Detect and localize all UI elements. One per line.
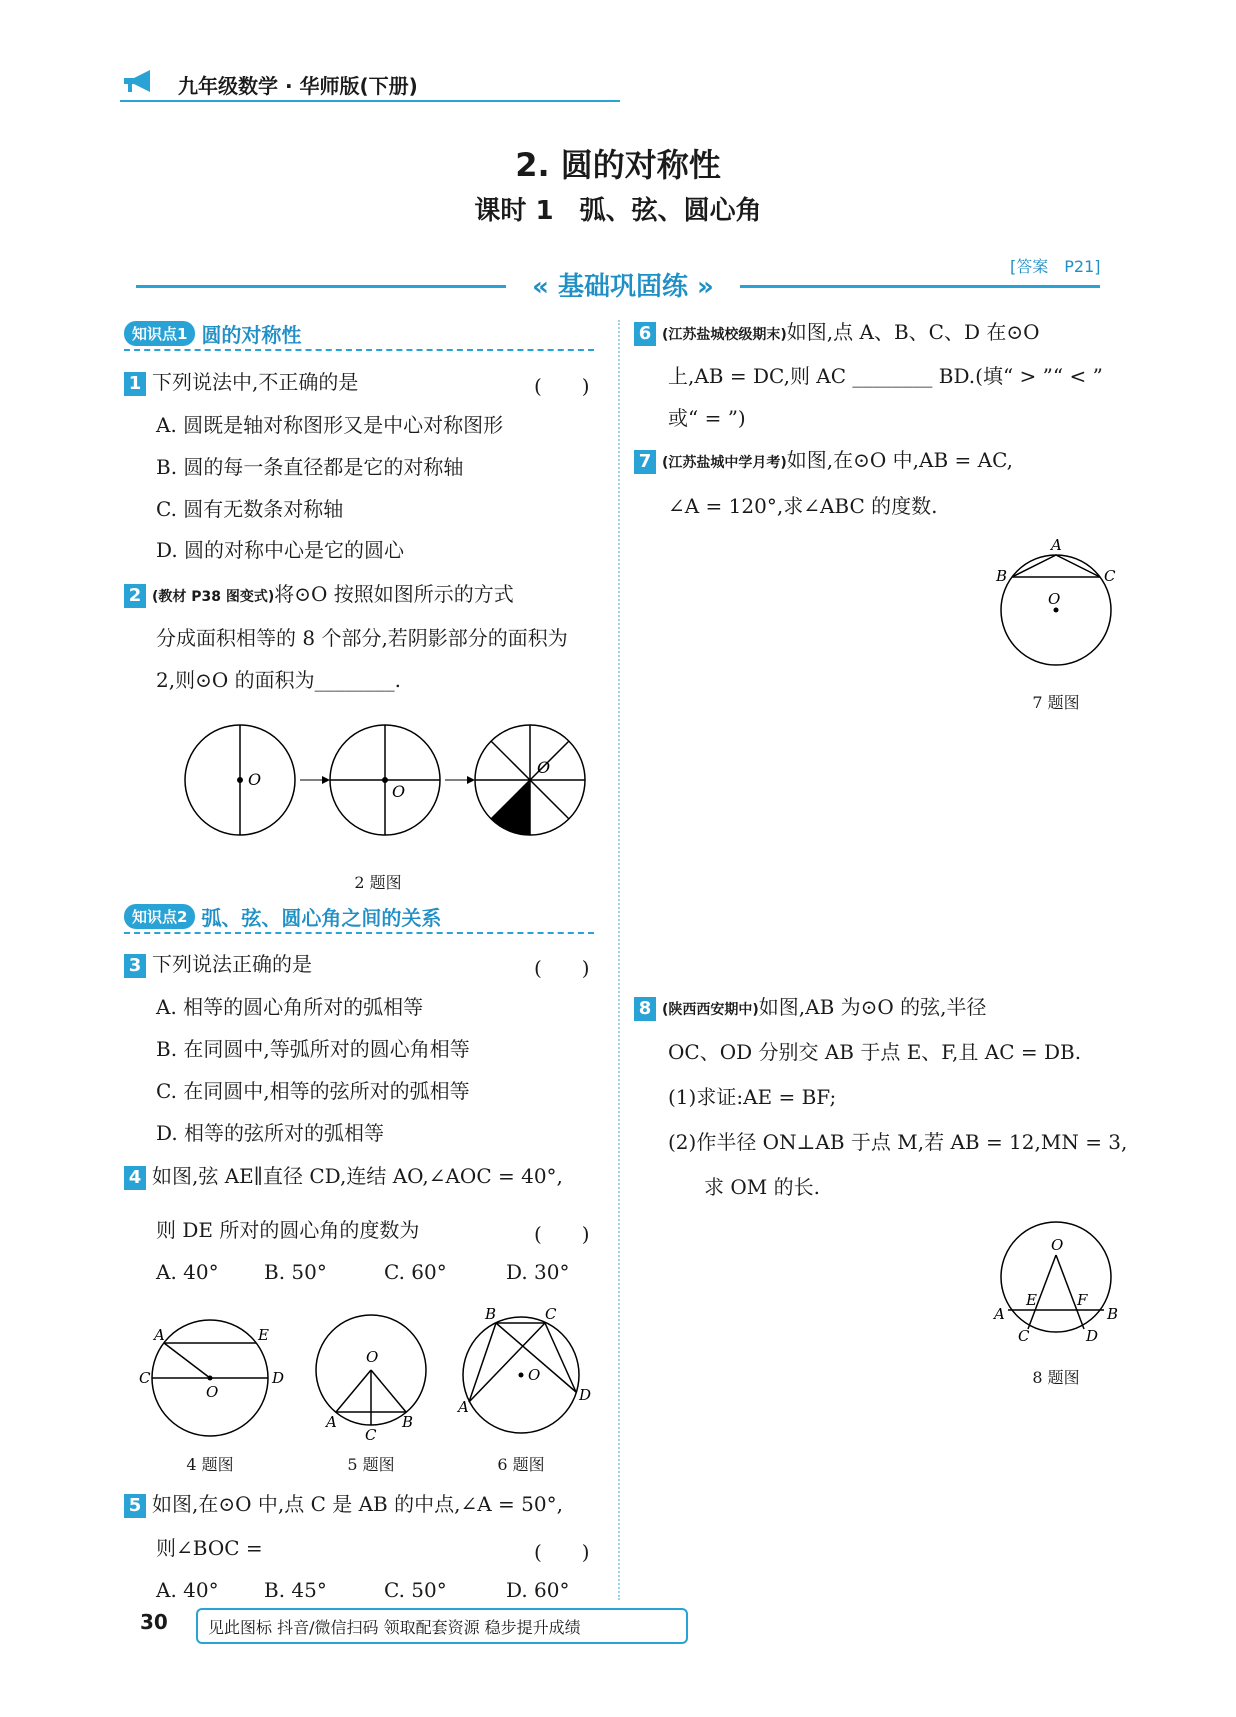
q2-line1: 将⊙O 按照如图所示的方式 — [274, 582, 514, 606]
kp-badge: 知识点2 — [124, 904, 195, 929]
q4-caption: 4 题图 — [186, 1455, 234, 1474]
q1-answer-blank: ( ) — [534, 374, 590, 398]
q1-option-c: C. 圆有无数条对称轴 — [156, 497, 344, 521]
column-divider — [618, 320, 620, 1600]
section-rule-right — [740, 285, 1100, 288]
q5-option-b: B. 45° — [264, 1578, 327, 1602]
q7-stem — [634, 448, 1013, 475]
q3-option-d: D. 相等的弦所对的弧相等 — [156, 1121, 385, 1145]
q5-option-c: C. 50° — [384, 1578, 447, 1602]
q5-answer-blank: ( ) — [534, 1540, 590, 1564]
q3-option-a: A. 相等的圆心角所对的弧相等 — [156, 995, 424, 1019]
q4-option-c: C. 60° — [384, 1260, 447, 1284]
svg-text:C: C — [1104, 567, 1116, 585]
q4-answer-blank: ( ) — [534, 1222, 590, 1246]
q6-line3: 或“ = ”) — [668, 406, 746, 430]
page-title: 2. 圆的对称性 — [515, 146, 721, 184]
svg-text:B: B — [485, 1305, 497, 1323]
lesson-subtitle: 课时 1 弧、弦、圆心角 — [474, 196, 762, 226]
svg-text:B: B — [1107, 1305, 1119, 1323]
kp-badge: 知识点1 — [124, 321, 195, 346]
svg-text:O: O — [1048, 590, 1061, 608]
q8-line3: (1)求证:AE = BF; — [668, 1085, 837, 1109]
svg-text:O: O — [1051, 1236, 1064, 1254]
q5-option-d: D. 60° — [506, 1578, 570, 1602]
svg-text:O: O — [206, 1383, 219, 1401]
q7-caption: 7 题图 — [1032, 693, 1080, 712]
q1-text: 下列说法中,不正确的是 — [152, 370, 359, 394]
q6-number: 6 — [634, 322, 656, 346]
svg-text:D: D — [1086, 1327, 1099, 1345]
q8-line1: 如图,AB 为⊙O 的弦,半径 — [758, 995, 987, 1019]
svg-text:C: C — [139, 1369, 151, 1387]
svg-text:F: F — [1077, 1291, 1088, 1309]
q4-line1: 如图,弦 AE∥直径 CD,连结 AO,∠AOC = 40°, — [152, 1164, 563, 1188]
q2-line3: 2,则⊙O 的面积为________. — [156, 668, 401, 692]
q6-line1: 如图,点 A、B、C、D 在⊙O — [786, 320, 1040, 344]
svg-text:C: C — [365, 1426, 377, 1444]
svg-text:A: A — [326, 1413, 337, 1431]
q5-option-a: A. 40° — [156, 1578, 219, 1602]
q3-text: 下列说法正确的是 — [152, 952, 312, 976]
q7-figure — [990, 535, 1130, 670]
svg-text:A: A — [1051, 536, 1062, 554]
section-rule-left — [136, 285, 506, 288]
q2-fig2-o: O — [392, 782, 406, 801]
q5-stem — [124, 1492, 563, 1518]
q7-line2: ∠A = 120°,求∠ABC 的度数. — [668, 494, 938, 518]
svg-text:A: A — [458, 1398, 469, 1416]
svg-text:B: B — [996, 567, 1008, 585]
kp-underline — [124, 932, 594, 934]
q3-number: 3 — [124, 954, 146, 978]
header-title: 九年级数学 · 华师版(下册) — [178, 74, 418, 98]
q4-stem — [124, 1164, 563, 1190]
footer-banner — [196, 1608, 688, 1644]
q3-stem — [124, 952, 312, 978]
q6-caption: 6 题图 — [497, 1455, 545, 1474]
q4-option-a: A. 40° — [156, 1260, 219, 1284]
q2-line2: 分成面积相等的 8 个部分,若阴影部分的面积为 — [156, 626, 568, 650]
svg-text:E: E — [1026, 1291, 1037, 1309]
svg-text:A: A — [154, 1326, 165, 1344]
q8-figure — [990, 1215, 1130, 1345]
q2-caption: 2 题图 — [354, 873, 402, 892]
q2-figure — [170, 715, 590, 845]
q3-answer-blank: ( ) — [534, 956, 590, 980]
q4-option-b: B. 50° — [264, 1260, 327, 1284]
q3-option-b: B. 在同圆中,等弧所对的圆心角相等 — [156, 1037, 470, 1061]
q2-source: (教材 P38 图变式) — [152, 589, 275, 605]
page-number: 30 — [140, 1610, 168, 1634]
knowledge-point-1 — [124, 320, 301, 346]
q1-number: 1 — [124, 372, 146, 396]
knowledge-point-2 — [124, 903, 441, 929]
q5-line2: 则∠BOC = — [156, 1536, 263, 1560]
q4-number: 4 — [124, 1166, 146, 1190]
q6-stem — [634, 320, 1040, 347]
q8-stem — [634, 995, 987, 1022]
q5-number: 5 — [124, 1494, 146, 1518]
svg-text:C: C — [545, 1305, 557, 1323]
megaphone-icon — [120, 66, 160, 100]
q8-line2: OC、OD 分别交 AB 于点 E、F,且 AC = DB. — [668, 1040, 1082, 1064]
q8-line4: (2)作半径 ON⊥AB 于点 M,若 AB = 12,MN = 3, — [668, 1130, 1128, 1154]
kp-underline — [124, 349, 594, 351]
q3-option-c: C. 在同圆中,相等的弦所对的弧相等 — [156, 1079, 470, 1103]
header-rule — [120, 100, 620, 102]
section-title-text: 基础巩固练 — [557, 272, 688, 302]
q7-number: 7 — [634, 450, 656, 474]
footer-text: 见此图标 抖音/微信扫码 领取配套资源 稳步提升成绩 — [208, 1617, 581, 1637]
q8-number: 8 — [634, 997, 656, 1021]
q2-stem — [124, 582, 514, 609]
svg-text:A: A — [994, 1305, 1005, 1323]
q7-source: (江苏盐城中学月考) — [662, 455, 787, 471]
q1-option-b: B. 圆的每一条直径都是它的对称轴 — [156, 455, 464, 479]
q6-source: (江苏盐城校级期末) — [662, 327, 787, 343]
q7-line1: 如图,在⊙O 中,AB = AC, — [786, 448, 1014, 472]
q5-line1: 如图,在⊙O 中,点 C 是 AB 的中点,∠A = 50°, — [152, 1492, 563, 1516]
q8-caption: 8 题图 — [1032, 1368, 1080, 1387]
q1-stem — [124, 370, 358, 396]
q1-option-d: D. 圆的对称中心是它的圆心 — [156, 538, 405, 562]
kp-title: 弧、弦、圆心角之间的关系 — [201, 905, 442, 930]
q8-line5: 求 OM 的长. — [704, 1175, 820, 1199]
q2-number: 2 — [124, 584, 146, 608]
kp-title: 圆的对称性 — [201, 322, 302, 347]
q4-q5-q6-figures — [136, 1300, 606, 1450]
q5-caption: 5 题图 — [347, 1455, 395, 1474]
svg-text:B: B — [402, 1413, 414, 1431]
q2-fig1-o: O — [248, 770, 262, 789]
section-title: « 基础巩固练 » — [532, 272, 714, 302]
svg-text:O: O — [366, 1348, 379, 1366]
q8-source: (陕西西安期中) — [662, 1002, 759, 1018]
q1-option-a: A. 圆既是轴对称图形又是中心对称图形 — [156, 413, 504, 437]
q4-option-d: D. 30° — [506, 1260, 570, 1284]
svg-text:D: D — [579, 1386, 592, 1404]
svg-text:E: E — [258, 1326, 269, 1344]
q2-fig3-o: O — [537, 758, 551, 777]
svg-text:C: C — [1018, 1327, 1030, 1345]
svg-text:D: D — [272, 1369, 285, 1387]
q6-line2: 上,AB = DC,则 AC ________ BD.(填“ > ”“ < ” — [668, 364, 1103, 388]
answer-reference: [答案 P21] — [1010, 257, 1101, 276]
q4-line2: 则 DE 所对的圆心角的度数为 — [156, 1218, 420, 1242]
svg-text:O: O — [528, 1366, 541, 1384]
